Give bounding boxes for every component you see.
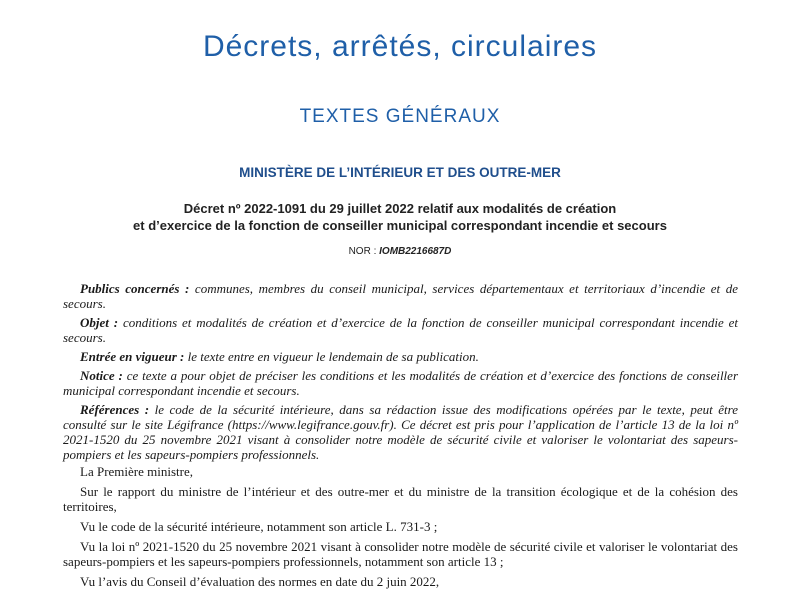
nor-code: IOMB2216687D bbox=[379, 246, 452, 257]
decree-title-line: et d’exercice de la fonction de conseiller municipal correspondant incendie et secours bbox=[133, 218, 667, 233]
notice-text: conditions et modalités de création et d’exercice de la fonction de conseiller municipal correspondant incendie et secours. bbox=[63, 315, 738, 345]
page-title: Décrets, arrêtés, circulaires bbox=[202, 30, 598, 63]
body-paragraph: La Première ministre, bbox=[80, 464, 193, 479]
notice-label: Notice : bbox=[80, 368, 123, 383]
body-paragraph: Vu la loi nº 2021-1520 du 25 novembre 2021 visant à consolider notre modèle de sécurité civile et valoriser le volontariat des sapeurs-pompiers et les sapeurs-pompiers professionnels, notamment son article 13 ; bbox=[63, 539, 738, 569]
notice-label: Entrée en vigueur : bbox=[80, 349, 185, 364]
nor-label: NOR : bbox=[348, 246, 380, 257]
notice-label: Objet : bbox=[80, 315, 119, 330]
nor-reference bbox=[0, 246, 800, 257]
notice-paragraph bbox=[63, 402, 738, 462]
notice-label: Références : bbox=[80, 402, 150, 417]
decree-title bbox=[60, 200, 740, 234]
ministry-heading: MINISTÈRE DE L’INTÉRIEUR ET DES OUTRE-MER bbox=[239, 165, 561, 180]
notice-paragraph bbox=[63, 315, 738, 345]
notice-text: le texte entre en vigueur le lendemain de sa publication. bbox=[184, 349, 479, 364]
notice-paragraph bbox=[63, 368, 738, 398]
notice-paragraph bbox=[63, 281, 738, 311]
notice-paragraph bbox=[63, 349, 738, 364]
notice-text: le code de la sécurité intérieure, dans sa rédaction issue des modifications opérées par le texte, peut être consulté sur le site Légifrance (https://www.legifrance.gouv.fr). Ce décret est pris pour l’application de l’article 13 de la loi nº 2021-1520 du 25 novembre 2021 visant à consolider notre modèle de sécurité civile et valoriser le volontariat des sapeurs-pompiers et les sapeurs-pompiers professionnels. bbox=[63, 402, 739, 462]
notice-block bbox=[63, 281, 738, 466]
body-paragraph: Vu le code de la sécurité intérieure, notamment son article L. 731-3 ; bbox=[80, 519, 438, 534]
section-title: TEXTES GÉNÉRAUX bbox=[299, 106, 501, 127]
notice-text: communes, membres du conseil municipal, services départementaux et territoriaux d’incendie et de secours. bbox=[63, 281, 739, 311]
decree-title-line: Décret nº 2022-1091 du 29 juillet 2022 relatif aux modalités de création bbox=[183, 201, 617, 216]
notice-text: ce texte a pour objet de préciser les conditions et les modalités de création et d’exercice des fonctions de conseiller municipal correspondant incendie et secours. bbox=[63, 368, 738, 398]
body-paragraph: Vu l’avis du Conseil d’évaluation des normes en date du 2 juin 2022, bbox=[80, 574, 440, 589]
decree-body bbox=[63, 464, 738, 594]
body-paragraph: Sur le rapport du ministre de l’intérieur et des outre-mer et du ministre de la transition écologique et de la cohésion des territoires, bbox=[63, 484, 738, 514]
notice-label: Publics concernés : bbox=[80, 281, 190, 296]
